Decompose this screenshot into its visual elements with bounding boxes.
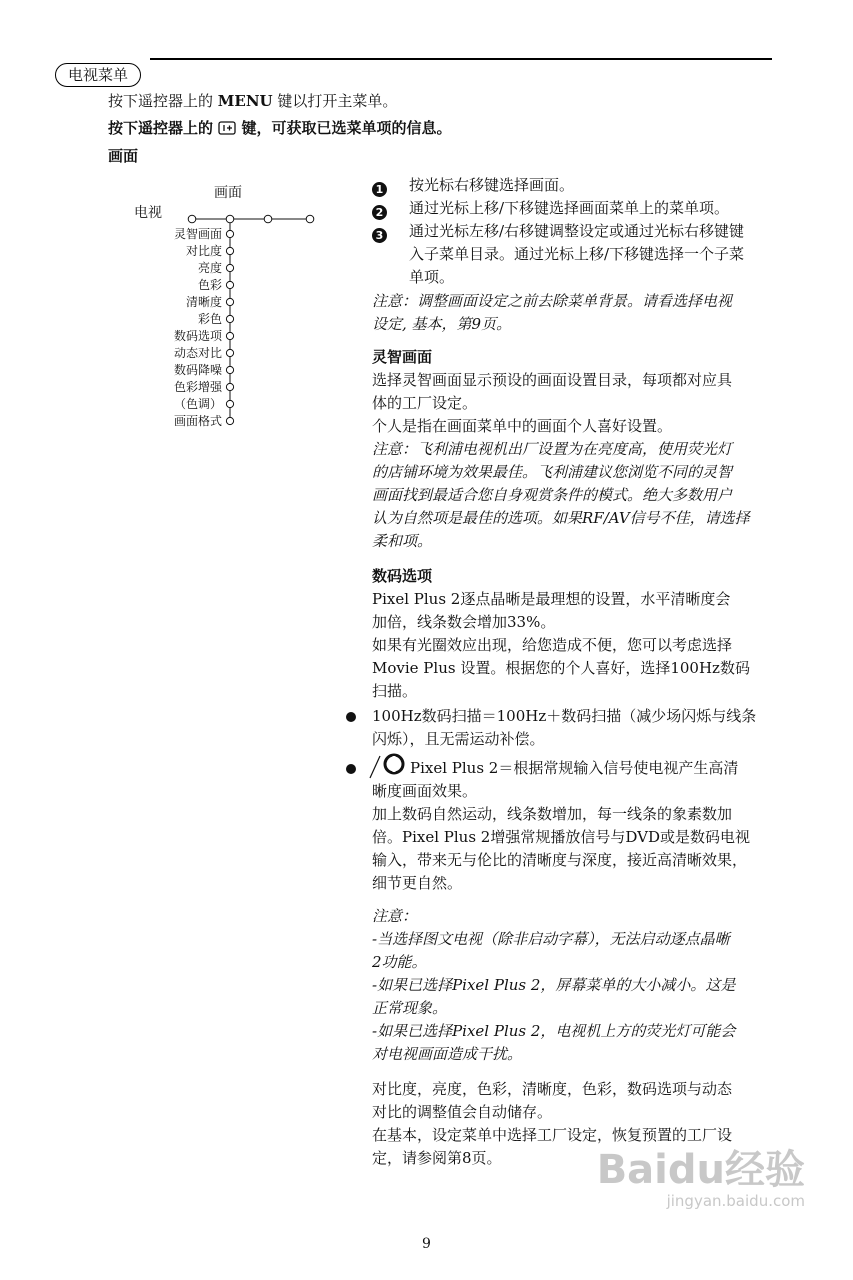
step-number: 3 [372, 228, 387, 243]
smart-picture-note: 柔和项。 [372, 532, 433, 550]
digital-options-body: Movie Plus 设置。根据您的个人喜好，选择100Hz数码 [372, 659, 750, 677]
closing-line: 对比的调整值会自动储存。 [372, 1103, 553, 1121]
intro-line1-prefix: 按下遥控器上的 [108, 92, 214, 110]
menu-tree [130, 182, 330, 442]
digital-options-body: Pixel Plus 2逐点晶晰是最理想的设置，水平清晰度会 [372, 590, 731, 608]
intro-line1-suffix: 键以打开主菜单。 [277, 92, 398, 110]
step-number: 2 [372, 205, 387, 220]
smart-picture-note: 认为自然项是最佳的选项。如果RF/AV信号不佳，请选择 [372, 509, 750, 527]
smart-picture-body: 体的工厂设定。 [372, 394, 478, 412]
digital-options-body: 加倍，线条数会增加33%。 [372, 613, 556, 631]
step-text: 通过光标左移/右移键调整设定或通过光标右移键键 [409, 222, 745, 240]
notes2-line: 2功能。 [372, 953, 427, 971]
notes2-line: 对电视画面造成干扰。 [372, 1045, 523, 1063]
tree-node [226, 230, 233, 237]
intro-line-1 [108, 90, 397, 113]
baidu-watermark [597, 1148, 805, 1210]
watermark-sub: jingyan.baidu.com [666, 1192, 805, 1210]
notes2-line: 正常现象。 [372, 999, 448, 1017]
tree-node [226, 400, 233, 407]
step-text: 单项。 [409, 268, 455, 286]
tree-node [226, 247, 233, 254]
tree-item: 色彩 [197, 278, 222, 292]
tree-node [226, 417, 233, 424]
tree-item: 清晰度 [185, 295, 222, 309]
tree-item: 色彩增强 [173, 380, 222, 394]
digital-options-body: 扫描。 [372, 682, 418, 700]
info-key-icon [218, 119, 236, 142]
bullet2-more: 加上数码自然运动，线条数增加，每一线条的象素数加 [372, 805, 733, 823]
bullet2-more: 细节更自然。 [372, 874, 463, 892]
tree-item: 动态对比 [173, 346, 222, 360]
tree-node [226, 383, 233, 390]
tree-node [226, 315, 233, 322]
tree-node [226, 332, 233, 339]
smart-picture-body: 选择灵智画面显示预设的画面设置目录，每项都对应具 [372, 371, 733, 389]
notes2-line: -当选择图文电视（除非启动字幕），无法启动逐点晶晰 [372, 930, 730, 948]
step-text: 通过光标上移/下移键选择画面菜单上的菜单项。 [409, 199, 730, 217]
notes2-line: 注意： [372, 907, 418, 925]
top-rule [150, 58, 772, 60]
note-bg-line: 设定, 基本，第9页。 [372, 315, 512, 333]
digital-options-heading: 数码选项 [372, 567, 433, 585]
watermark-main: Baidu经验 [596, 1147, 805, 1193]
tree-item: 灵智画面 [173, 227, 222, 241]
smart-picture-note: 注意：飞利浦电视机出厂设置为在亮度高，使用荧光灯 [372, 440, 733, 458]
bullet2-more: 倍。Pixel Plus 2增强常规播放信号与DVD或是数码电视 [372, 828, 750, 846]
step-number: 1 [372, 182, 387, 197]
menu-key-label: MENU [217, 92, 273, 110]
notes2-line: -如果已选择Pixel Plus 2，屏幕菜单的大小减小。这是 [372, 976, 736, 994]
bullet1-line: 100Hz数码扫描＝100Hz＋数码扫描（减少场闪烁与线条 [372, 707, 757, 725]
tree-item-list [130, 182, 222, 442]
intro-line2-prefix: 按下遥控器上的 [108, 119, 214, 137]
intro-line-2 [108, 117, 452, 142]
tree-item: 对比度 [185, 244, 222, 258]
tree-item: 亮度 [197, 261, 222, 275]
closing-line: 对比度，亮度，色彩，清晰度，色彩，数码选项与动态 [372, 1080, 733, 1098]
smart-picture-note: 画面找到最适合您自身观赏条件的模式。绝大多数用户 [372, 486, 733, 504]
page-number: 9 [422, 1236, 431, 1252]
tree-node [226, 349, 233, 356]
bullet2-line: Pixel Plus 2＝根据常规输入信号使电视产生高清 [410, 759, 739, 777]
smart-picture-note: 的店铺环境为效果最佳。飞利浦建议您浏览不同的灵智 [372, 463, 733, 481]
tree-root-label: 电视 [134, 205, 162, 221]
bullet1-line: 闪烁），且无需运动补偿。 [372, 730, 545, 748]
intro-line2-suffix: 键，可获取已选菜单项的信息。 [241, 119, 452, 137]
smart-picture-heading: 灵智画面 [372, 348, 433, 366]
bullet2-line: 晰度画面效果。 [372, 782, 478, 800]
closing-line: 在基本，设定菜单中选择工厂设定，恢复预置的工厂设 [372, 1126, 733, 1144]
step-text: 按光标右移键选择画面。 [409, 176, 575, 194]
tree-item: 数码降噪 [173, 363, 222, 377]
tree-node [226, 264, 233, 271]
tree-node [226, 298, 233, 305]
tree-item: 数码选项 [173, 329, 222, 343]
step-text: 入子菜单目录。通过光标上移/下移键选择一个子菜 [409, 245, 745, 263]
bullet-dot-icon [346, 764, 356, 774]
tree-node [226, 281, 233, 288]
note-bg-line: 注意：调整画面设定之前去除菜单背景。请看选择电视 [372, 292, 733, 310]
tree-item: （色调） [173, 397, 222, 411]
subsection-title: 画面 [108, 147, 139, 165]
bullet-dot-icon [346, 712, 356, 722]
tree-item: 画面格式 [173, 414, 222, 428]
closing-line: 定，请参阅第8页。 [372, 1149, 502, 1167]
section-badge: 电视菜单 [55, 63, 141, 87]
tree-current-menu: 画面 [214, 185, 242, 201]
smart-picture-body: 个人是指在画面菜单中的画面个人喜好设置。 [372, 417, 673, 435]
digital-options-body: 如果有光圈效应出现，给您造成不便，您可以考虑选择 [372, 636, 733, 654]
tree-node [226, 366, 233, 373]
tree-item: 彩色 [197, 312, 222, 326]
bullet2-more: 输入，带来无与伦比的清晰度与深度，接近高清晰效果， [372, 851, 748, 869]
notes2-line: -如果已选择Pixel Plus 2，电视机上方的荧光灯可能会 [372, 1022, 736, 1040]
